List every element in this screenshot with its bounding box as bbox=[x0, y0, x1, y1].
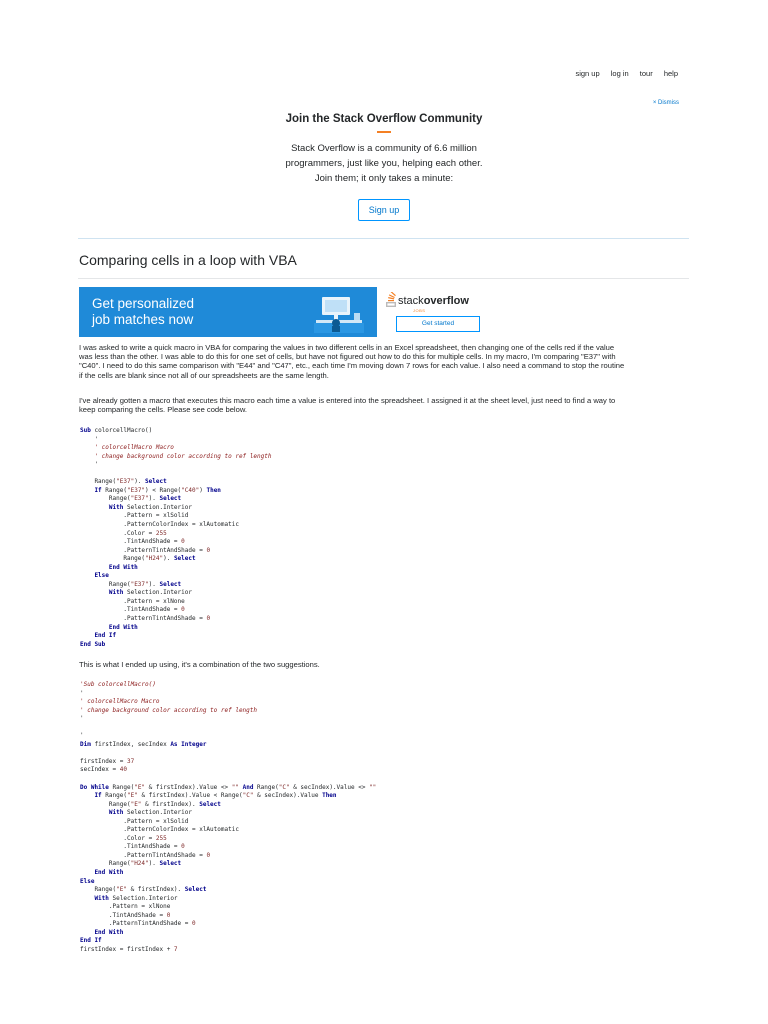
code-line bbox=[80, 843, 376, 852]
code-token: .PatternTintAndShade = bbox=[80, 851, 207, 859]
code-token: "E37" bbox=[126, 486, 146, 494]
code-line bbox=[80, 564, 271, 573]
help-link[interactable]: help bbox=[663, 69, 678, 78]
code-token: If bbox=[80, 486, 106, 494]
stackoverflow-logo-text bbox=[398, 295, 469, 307]
code-token: Selection.Interior bbox=[126, 589, 192, 597]
code-token: .Pattern = xlSolid bbox=[80, 512, 189, 520]
code-token: Range( bbox=[105, 486, 127, 494]
code-token: .Pattern = xlNone bbox=[80, 597, 185, 605]
code-line bbox=[80, 835, 376, 844]
banner-blue-panel bbox=[79, 287, 377, 337]
code-token: .Color = bbox=[80, 529, 156, 537]
tour-link[interactable]: tour bbox=[639, 69, 653, 78]
code-token: Range( bbox=[105, 792, 127, 800]
code-line bbox=[80, 732, 376, 741]
signup-button[interactable]: Sign up bbox=[358, 199, 411, 221]
code-token: .PatternTintAndShade = bbox=[80, 920, 192, 928]
code-token: ' bbox=[80, 715, 84, 723]
code-line bbox=[80, 741, 376, 750]
code-token: End If bbox=[80, 937, 102, 945]
code-token: Range( bbox=[112, 783, 135, 791]
code-token: With bbox=[80, 894, 113, 902]
code-token: End With bbox=[80, 928, 124, 936]
code-token: Else bbox=[80, 877, 95, 885]
code-token: ). bbox=[134, 478, 146, 486]
code-token: ' colorcellMacro Macro bbox=[80, 698, 160, 706]
code-token: Then bbox=[206, 486, 221, 494]
code-line bbox=[80, 724, 376, 733]
code-token: Range( bbox=[80, 495, 131, 503]
code-token: "E" bbox=[130, 800, 142, 808]
code-token: ). bbox=[148, 495, 160, 503]
code-token: ). bbox=[148, 860, 160, 868]
code-token: End With bbox=[80, 623, 138, 631]
code-token: Do While bbox=[80, 783, 113, 791]
code-line bbox=[80, 801, 376, 810]
code-token: 255 bbox=[155, 834, 167, 842]
code-line bbox=[80, 487, 271, 496]
code-token: "C" bbox=[242, 792, 254, 800]
code-token: .PatternTintAndShade = bbox=[80, 546, 207, 554]
code-token: ). bbox=[148, 580, 160, 588]
code-line bbox=[80, 530, 271, 539]
code-line bbox=[80, 818, 376, 827]
workspace-illustration-icon bbox=[314, 293, 364, 333]
code-token: With bbox=[80, 589, 127, 597]
code-token: .Pattern = xlNone bbox=[80, 903, 171, 911]
code-token: Range( bbox=[80, 478, 117, 486]
code-line bbox=[80, 912, 376, 921]
code-token: 0 bbox=[191, 920, 196, 928]
code-line bbox=[80, 632, 271, 641]
code-line bbox=[80, 775, 376, 784]
code-token: .PatternColorIndex = xlAutomatic bbox=[80, 826, 239, 834]
code-token: Range( bbox=[80, 800, 131, 808]
code-token: colorcellMacro() bbox=[94, 427, 153, 434]
code-token: 0 bbox=[181, 606, 185, 614]
get-started-button[interactable]: Get started bbox=[396, 316, 480, 332]
code-line bbox=[80, 766, 376, 775]
code-token: 0 bbox=[166, 911, 171, 919]
code-token: .Pattern = xlSolid bbox=[80, 817, 189, 825]
code-line bbox=[80, 521, 271, 530]
code-token: End If bbox=[80, 632, 117, 640]
top-nav bbox=[566, 69, 678, 78]
code-token: Range( bbox=[80, 555, 146, 563]
code-token: secIndex = bbox=[80, 766, 120, 774]
code-token: Sub bbox=[80, 427, 95, 434]
banner-headline: Get personalized job matches now bbox=[92, 296, 195, 327]
code-token: & secIndex).Value bbox=[253, 792, 323, 800]
code-token: Range( bbox=[80, 580, 131, 588]
code-token: & firstIndex).Value < Range( bbox=[137, 792, 243, 800]
logo-jobs-text: JOBS bbox=[413, 308, 426, 313]
code-token: "C40" bbox=[181, 486, 200, 494]
divider bbox=[78, 278, 689, 279]
code-token: "E" bbox=[126, 792, 138, 800]
post-paragraph-2: I've already gotten a macro that executes this macro each time a value is entered into the spreadsheet. I assigned it at the sheet level, just need to find a way to keep comparing the cells. Please see code below. bbox=[79, 396, 616, 415]
code-token: As Integer bbox=[170, 740, 207, 748]
code-token: ' bbox=[80, 732, 84, 740]
logo-stack-text: stack bbox=[398, 295, 424, 307]
code-line bbox=[80, 470, 271, 479]
code-token: firstIndex = firstIndex + bbox=[80, 945, 174, 953]
code-token: ' bbox=[80, 461, 99, 469]
code-token: .Color = bbox=[80, 834, 156, 842]
code-token: End With bbox=[80, 869, 124, 877]
community-text: Stack Overflow is a community of 6.6 million programmers, just like you, helping each other. Join them; it only takes a minute: bbox=[285, 143, 483, 184]
code-line bbox=[80, 598, 271, 607]
question-title[interactable]: Comparing cells in a loop with VBA bbox=[79, 252, 297, 268]
code-token: Select bbox=[173, 555, 196, 563]
code-token: 'Sub colorcellMacro() bbox=[80, 681, 156, 688]
code-line bbox=[80, 937, 376, 946]
code-line bbox=[80, 826, 376, 835]
code-line bbox=[80, 869, 376, 878]
community-promo bbox=[0, 113, 768, 221]
code-token: Select bbox=[195, 800, 221, 808]
code-token: "H24" bbox=[130, 860, 149, 868]
code-block-final bbox=[80, 681, 376, 955]
code-token: Selection.Interior bbox=[126, 809, 192, 817]
code-token: .PatternColorIndex = xlAutomatic bbox=[80, 521, 239, 529]
code-token: Dim bbox=[80, 740, 95, 748]
code-token: .TintAndShade = bbox=[80, 843, 182, 851]
code-token: .PatternTintAndShade = bbox=[80, 615, 207, 623]
code-line bbox=[80, 624, 271, 633]
post-paragraph-3: This is what I ended up using, it's a combination of the two suggestions. bbox=[79, 660, 320, 669]
code-line bbox=[80, 895, 376, 904]
code-line bbox=[80, 749, 376, 758]
code-token: 255 bbox=[155, 529, 167, 537]
signup-link[interactable]: sign up bbox=[575, 69, 600, 78]
code-token: Select bbox=[159, 860, 182, 868]
code-token: 37 bbox=[126, 757, 135, 765]
code-line bbox=[80, 606, 271, 615]
code-token: Range( bbox=[80, 886, 117, 894]
accent-divider bbox=[377, 131, 391, 133]
code-line bbox=[80, 436, 271, 445]
code-token: Select bbox=[181, 886, 207, 894]
code-line bbox=[80, 512, 271, 521]
jobs-banner-ad[interactable] bbox=[79, 287, 502, 337]
banner-white-panel bbox=[377, 287, 502, 337]
code-token: And bbox=[238, 783, 258, 791]
code-line bbox=[80, 453, 271, 462]
code-line bbox=[80, 715, 376, 724]
code-token: & firstIndex). bbox=[126, 886, 182, 894]
code-token: 0 bbox=[206, 615, 211, 623]
code-line bbox=[80, 852, 376, 861]
code-token: .TintAndShade = bbox=[80, 911, 167, 919]
code-token: ' colorcellMacro Macro bbox=[80, 444, 174, 452]
code-line bbox=[80, 903, 376, 912]
code-token: 0 bbox=[206, 546, 211, 554]
code-token: .TintAndShade = bbox=[80, 606, 182, 614]
code-token: "" bbox=[231, 783, 239, 791]
code-token: "E37" bbox=[130, 580, 149, 588]
code-line bbox=[80, 589, 271, 598]
code-line bbox=[80, 920, 376, 929]
code-line bbox=[80, 444, 271, 453]
code-line bbox=[80, 547, 271, 556]
code-line bbox=[80, 681, 376, 690]
code-token: 7 bbox=[173, 945, 178, 953]
code-token: Range( bbox=[257, 783, 279, 791]
code-line bbox=[80, 478, 271, 487]
code-line bbox=[80, 615, 271, 624]
code-line bbox=[80, 555, 271, 564]
code-token: ' bbox=[80, 689, 84, 697]
code-token: "C" bbox=[278, 783, 290, 791]
code-block-original bbox=[80, 427, 271, 649]
code-token: Selection.Interior bbox=[126, 503, 192, 511]
code-token: "H24" bbox=[145, 555, 164, 563]
code-token: Then bbox=[322, 792, 337, 800]
code-token: ' bbox=[80, 435, 99, 443]
code-token: & firstIndex). bbox=[141, 800, 196, 808]
code-token: With bbox=[80, 503, 127, 511]
code-line bbox=[80, 860, 376, 869]
code-line bbox=[80, 461, 271, 470]
code-token: Selection.Interior bbox=[112, 894, 178, 902]
code-token: If bbox=[80, 792, 106, 800]
logo-overflow-text: overflow bbox=[423, 295, 469, 307]
code-line bbox=[80, 538, 271, 547]
code-token: Else bbox=[80, 572, 109, 580]
login-link[interactable]: log in bbox=[610, 69, 629, 78]
code-line bbox=[80, 572, 271, 581]
divider bbox=[78, 238, 689, 239]
code-line bbox=[80, 929, 376, 938]
code-token: ) < Range( bbox=[145, 486, 182, 494]
code-line bbox=[80, 878, 376, 887]
code-line bbox=[80, 707, 376, 716]
code-line bbox=[80, 495, 271, 504]
code-line bbox=[80, 690, 376, 699]
code-line bbox=[80, 698, 376, 707]
code-token: 0 bbox=[181, 843, 185, 851]
stackoverflow-logo-icon bbox=[385, 292, 397, 308]
post-paragraph-1: I was asked to write a quick macro in VBA for comparing the values in two different cells in an Excel spreadsheet, then changing one of the cells red if the value was less than the other. I was able to do this for one set of cells, but have not figured out how to do this for multiple cells. In my macro, I'm comparing "E37" with "C40". I need to do this same comparison with "E44" and "C47", etc., each time I'm moving down 7 rows for each value. I also need a command to stop the routine if the cells are blank since not all of our spreadsheets are the same length. bbox=[79, 343, 625, 380]
code-token: ) bbox=[199, 486, 207, 494]
community-title: Join the Stack Overflow Community bbox=[285, 113, 483, 125]
code-token: ' change background color according to ref length bbox=[80, 452, 272, 460]
code-token: & firstIndex).Value <> bbox=[145, 783, 232, 791]
code-line bbox=[80, 946, 376, 955]
code-line bbox=[80, 886, 376, 895]
code-token: "E37" bbox=[116, 478, 135, 486]
code-token: End Sub bbox=[80, 640, 106, 648]
code-token: 0 bbox=[181, 538, 185, 546]
code-line bbox=[80, 581, 271, 590]
dismiss-link[interactable]: × Dismiss bbox=[652, 100, 679, 106]
code-line bbox=[80, 792, 376, 801]
code-token: With bbox=[80, 809, 127, 817]
code-token: "E37" bbox=[130, 495, 149, 503]
code-token: ). bbox=[163, 555, 174, 563]
code-line bbox=[80, 427, 271, 436]
code-token: "E" bbox=[134, 783, 146, 791]
code-line bbox=[80, 758, 376, 767]
code-token: Select bbox=[159, 580, 182, 588]
code-token: & secIndex).Value <> bbox=[289, 783, 370, 791]
code-token: ' change background color according to ref length bbox=[80, 706, 258, 714]
code-token: firstIndex, secIndex bbox=[94, 740, 171, 748]
code-token: Select bbox=[159, 495, 182, 503]
code-line bbox=[80, 809, 376, 818]
code-token: Range( bbox=[80, 860, 131, 868]
code-token: Select bbox=[145, 478, 167, 486]
code-line bbox=[80, 784, 376, 793]
code-token: "E" bbox=[116, 886, 127, 894]
code-token: .TintAndShade = bbox=[80, 538, 182, 546]
code-line bbox=[80, 641, 271, 650]
code-token: firstIndex = bbox=[80, 757, 127, 765]
code-token: End With bbox=[80, 563, 138, 571]
code-line bbox=[80, 504, 271, 513]
code-token: 40 bbox=[119, 766, 127, 774]
code-token: 0 bbox=[206, 851, 211, 859]
code-token: "" bbox=[369, 783, 377, 791]
